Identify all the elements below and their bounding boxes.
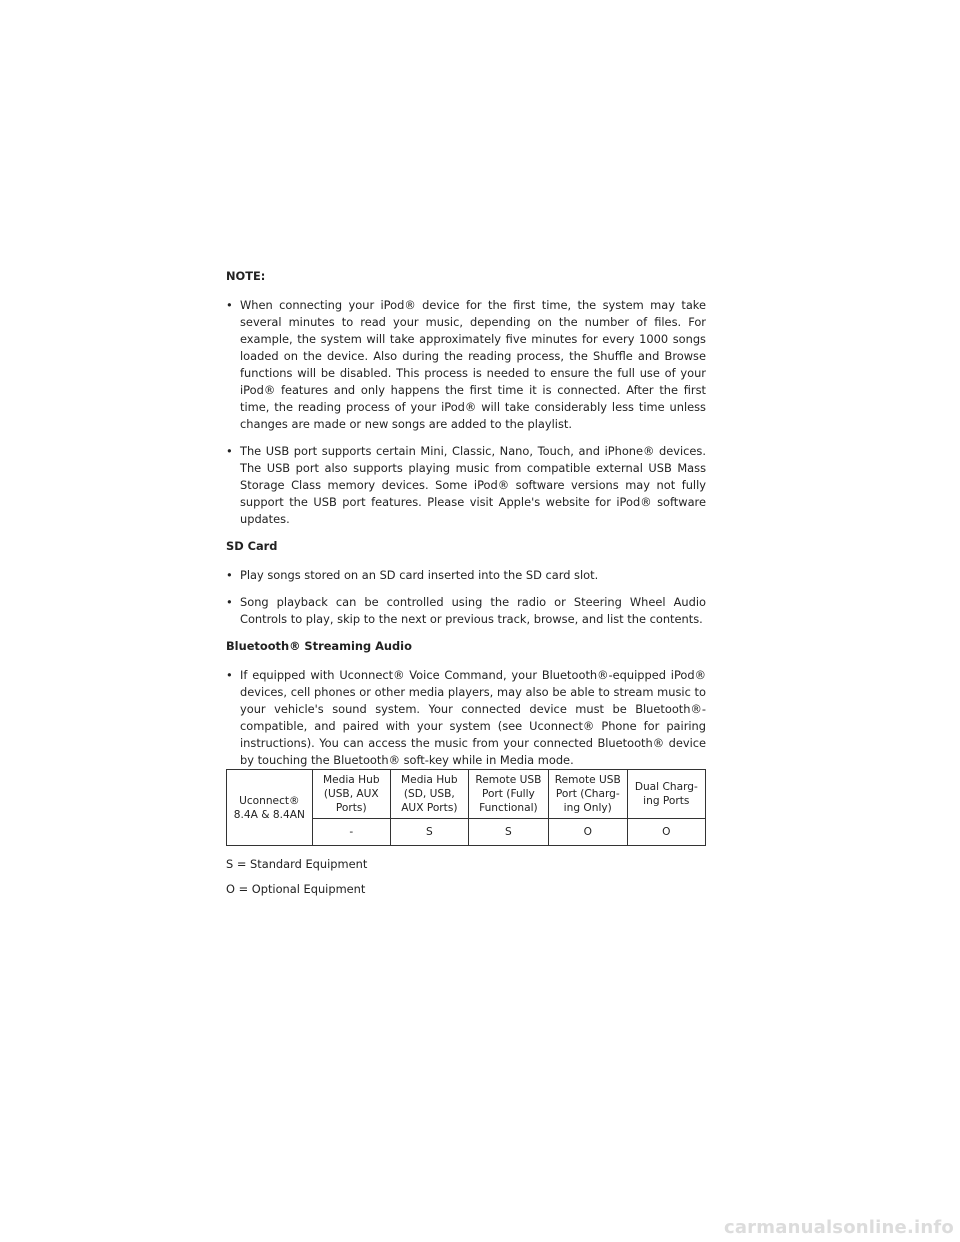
table-cell: S: [468, 819, 548, 846]
bullet-dot: •: [226, 595, 233, 609]
legend-standard: S = Standard Equipment: [226, 857, 368, 871]
sd-card-bullet-2-text: Song playback can be controlled using the radio or Steering Wheel Audio Controls to play, skip to the next or previous track, browse, and list the contents.: [240, 595, 706, 626]
bluetooth-heading: Bluetooth® Streaming Audio: [226, 639, 412, 653]
bullet-dot: •: [226, 298, 233, 312]
sd-card-bullet-2: [226, 594, 706, 628]
table-cell: S: [390, 819, 468, 846]
bullet-dot: •: [226, 444, 233, 458]
bullet-dot: •: [226, 668, 233, 682]
table-row-header: Uconnect® 8.4A & 8.4AN: [227, 770, 313, 846]
note-bullet-1: [226, 297, 706, 433]
table-column-header: Media Hub (SD, USB, AUX Ports): [390, 770, 468, 819]
bluetooth-bullet-1: [226, 667, 706, 769]
note-bullet-2-text: The USB port supports certain Mini, Classic, Nano, Touch, and iPhone® devices. The USB port also supports playing music from compatible external USB Mass Storage Class memory devices. Some iPod® software versions may not fully support the USB port features. Please visit Apple's website for iPod® software updates.: [240, 444, 706, 526]
table-header-row: [227, 770, 706, 819]
site-watermark: carmanualsonline.info: [723, 1217, 954, 1238]
table-cell: O: [627, 819, 705, 846]
table-column-header: Dual Charg-ing Ports: [627, 770, 705, 819]
table-column-header: Remote USB Port (Fully Functional): [468, 770, 548, 819]
note-bullet-2: [226, 443, 706, 528]
table-cell: O: [548, 819, 627, 846]
bullet-dot: •: [226, 568, 233, 582]
sd-card-bullet-1: [226, 567, 706, 584]
equipment-table: [226, 769, 706, 846]
legend-optional: O = Optional Equipment: [226, 882, 366, 896]
note-heading: NOTE:: [226, 269, 266, 283]
bluetooth-bullet-1-text: If equipped with Uconnect® Voice Command, your Bluetooth®-equipped iPod® devices, cell phones or other media players, may also be able to stream music to your vehicle's sound system. Your connected device must be Bluetooth®-compatible, and paired with your system (see Uconnect® Phone for pairing instructions). You can access the music from your connected Bluetooth® device by touching the Bluetooth® soft-key while in Media mode.: [240, 668, 706, 767]
table-column-header: Media Hub (USB, AUX Ports): [312, 770, 390, 819]
table-cell: -: [312, 819, 390, 846]
note-bullet-1-text: When connecting your iPod® device for the first time, the system may take several minutes to read your music, depending on the number of files. For example, the system will take approximately five minutes for every 1000 songs loaded on the device. Also during the reading process, the Shuffle and Browse functions will be disabled. This process is needed to ensure the full use of your iPod® features and only happens the first time it is connected. After the first time, the reading process of your iPod® will take considerably less time unless changes are made or new songs are added to the playlist.: [240, 298, 706, 431]
page-content: [226, 268, 706, 898]
table-column-header: Remote USB Port (Charg-ing Only): [548, 770, 627, 819]
sd-card-bullet-1-text: Play songs stored on an SD card inserted into the SD card slot.: [240, 568, 599, 582]
sd-card-heading: SD Card: [226, 539, 278, 553]
